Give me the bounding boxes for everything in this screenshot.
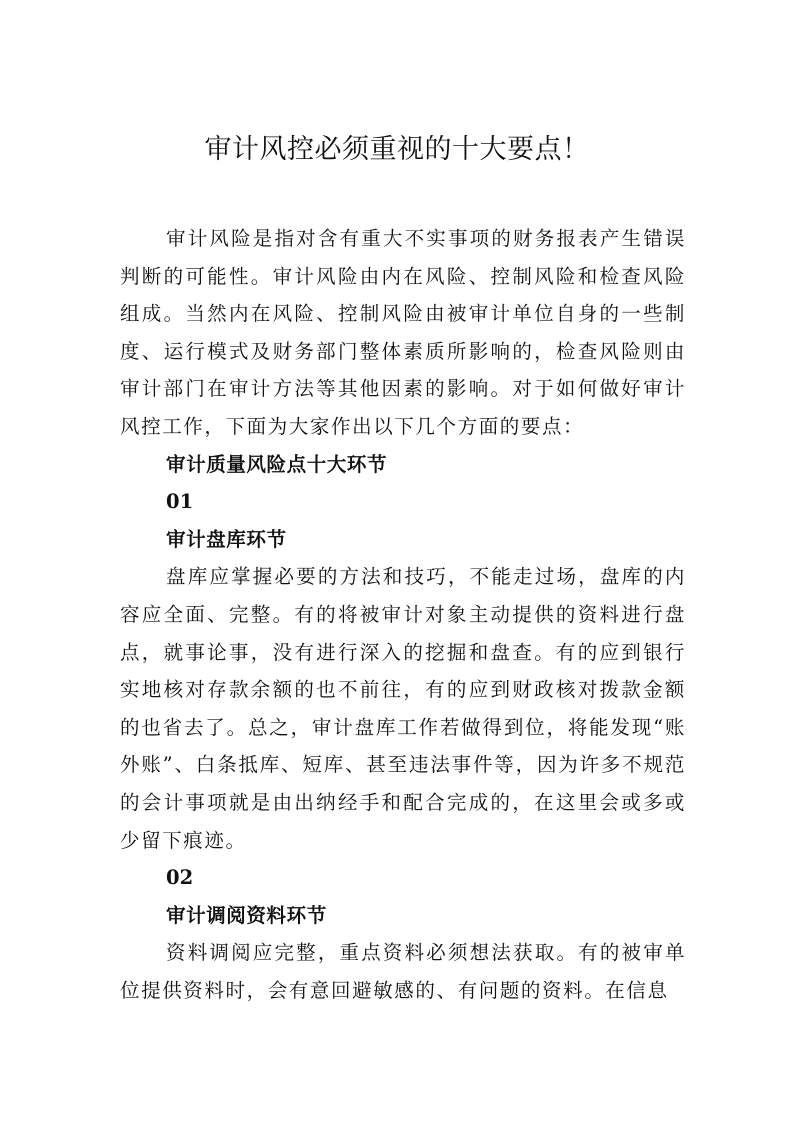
item-heading: 审计盘库环节: [166, 527, 287, 551]
item-heading: 审计调阅资料环节: [166, 903, 327, 927]
item-number: 02: [166, 866, 194, 890]
item-number: 01: [166, 490, 194, 514]
section-heading: 审计质量风险点十大环节: [166, 452, 388, 476]
item-paragraph: 资料调阅应完整，重点资料必须想法获取。有的被审单位提供资料时，会有意回避敏感的、有问题的资料。在信息: [120, 941, 686, 1002]
intro-paragraph: 审计风险是指对含有重大不实事项的财务报表产生错误判断的可能性。审计风险由内在风险、控制风险和检查风险组成。当然内在风险、控制风险由被审计单位自身的一些制度、运行模式及财务部门整体素质所影响的，检查风险则由审计部门在审计方法等其他因素的影响。对于如何做好审计风控工作，下面为大家作出以下几个方面的要点：: [120, 227, 686, 438]
document-title: 审计风控必须重视的十大要点！: [204, 134, 590, 165]
document-body: [120, 220, 686, 1009]
item-paragraph: 盘库应掌握必要的方法和技巧，不能走过场，盘库的内容应全面、完整。有的将被审计对象主动提供的资料进行盘点，就事论事，没有进行深入的挖掘和盘查。有的应到银行实地核对存款余额的也不前往，有的应到财政核对拨款金额的也省去了。总之，审计盘库工作若做得到位，将能发现“账外账”、白条抵库、短库、甚至违法事件等，因为许多不规范的会计事项就是由出纳经手和配合完成的，在这里会或多或少留下痕迹。: [120, 565, 686, 852]
